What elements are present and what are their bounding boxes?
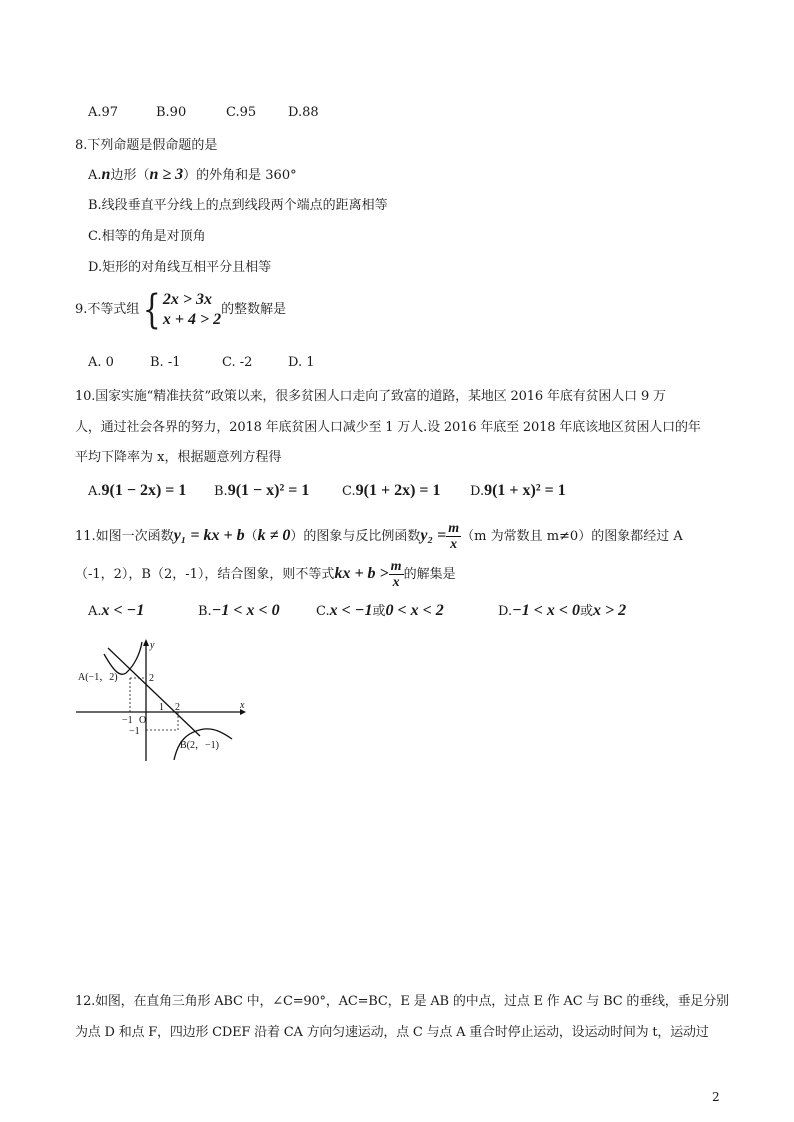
q9-row1: 2x > 3x <box>162 290 212 308</box>
label-y-axis: y <box>150 640 155 651</box>
q11-l2-b: 的解集是 <box>403 567 456 582</box>
brace-icon: { <box>143 286 162 333</box>
q11-frac-num: m <box>448 521 460 536</box>
q10-a-eq: 9(1 − 2x) = 1 <box>101 482 187 499</box>
q8-a-prefix: A. <box>88 168 102 183</box>
q11-y1: y₁ = kx + b <box>173 527 245 544</box>
q9-option-d: D. 1 <box>288 355 315 370</box>
q11-l2-a: （-1，2），B（2，-1），结合图象，则不等式 <box>75 567 335 582</box>
q11-frac2-den: x <box>392 575 400 590</box>
q7-option-c: C.95 <box>226 105 257 120</box>
q10-b-eq: 9(1 − x)² = 1 <box>227 482 310 499</box>
page-number: 2 <box>712 1090 720 1104</box>
q10-c-label: C. <box>342 484 356 499</box>
q8-a-cond: n ≥ 3 <box>149 166 184 183</box>
q10-option-d <box>470 482 566 501</box>
q12-line2: 为点 D 和点 F，四边形 CDEF 沿着 CA 方向匀速运动，点 C 与点 A 重合时停止运动，设运动时间为 t，运动过 <box>75 1025 709 1040</box>
q11-l1-b: （ <box>244 529 258 544</box>
q11-option-d <box>498 602 626 621</box>
q11-l1-d: （m 为常数且 m≠0）的图象都经过 A <box>461 529 683 544</box>
q8-stem: 8.下列命题是假命题的是 <box>75 138 218 153</box>
label-x-axis: x <box>240 700 245 711</box>
q12-line1: 12.如图，在直角三角形 ABC 中，∠C=90°，AC=BC，E 是 AB 的中点，过点 E 作 AC 与 BC 的垂线，垂足分别 <box>75 994 729 1009</box>
q11-l1-c: ）的图象与反比例函数 <box>290 529 421 544</box>
q10-line1: 10.国家实施“精准扶贫”政策以来，很多贫困人口走向了致富的道路，某地区 2016 年底有贫困人口 9 万 <box>75 389 666 404</box>
label-point-b: B(2，−1) <box>180 740 219 751</box>
q11-frac-den: x <box>450 537 458 552</box>
q8-option-c: C.相等的角是对顶角 <box>88 229 206 244</box>
q8-a-n: n <box>101 166 111 183</box>
q11-y2: y₂ = <box>420 527 447 544</box>
label-xtick-1: 1 <box>159 702 164 713</box>
q11-line2 <box>75 556 456 593</box>
q11-c-expr2: 0 < x < 2 <box>385 602 444 619</box>
q8-option-a <box>88 166 297 185</box>
q10-d-eq: 9(1 + x)² = 1 <box>484 482 566 499</box>
q11-c-or: 或 <box>372 604 386 619</box>
q10-d-label: D. <box>470 484 485 499</box>
q9-option-b: B. -1 <box>150 355 181 370</box>
q11-option-b <box>198 602 280 621</box>
q8-a-mid: 边形（ <box>110 168 150 183</box>
q11-c-expr1: x < −1 <box>329 602 373 619</box>
q11-d-label: D. <box>498 604 513 619</box>
q9-stem-pre: 9.不等式组 <box>75 302 140 317</box>
q11-d-or: 或 <box>580 604 594 619</box>
q10-line3: 平均下降率为 x，根据题意列方程得 <box>75 450 282 465</box>
q10-option-b <box>214 482 309 501</box>
q11-b-label: B. <box>198 604 212 619</box>
label-ytick-neg1: −1 <box>129 726 140 737</box>
q11-c-label: C. <box>316 604 330 619</box>
q10-line2: 人，通过社会各界的努力，2018 年底贫困人口减少至 1 万人.设 2016 年底至 2018 年底该地区贫困人口的年 <box>75 420 701 435</box>
q9-system <box>139 286 222 333</box>
q11-frac2 <box>389 559 404 590</box>
q11-k-cond: k ≠ 0 <box>257 527 291 544</box>
q8-option-b: B.线段垂直平分线上的点到线段两个端点的距离相等 <box>88 198 388 213</box>
q9-row2: x + 4 > 2 <box>162 310 222 328</box>
q11-option-c <box>316 602 444 621</box>
q8-a-end: ）的外角和是 360° <box>183 168 297 183</box>
q7-option-b: B.90 <box>156 105 187 120</box>
hyperbola-branch-left <box>104 642 142 674</box>
label-ytick-2: 2 <box>149 673 154 684</box>
q11-graph <box>74 636 254 766</box>
q11-frac <box>446 521 461 552</box>
q10-option-a <box>88 482 186 501</box>
q11-line1 <box>75 518 683 555</box>
y-axis-arrow-icon <box>143 639 149 646</box>
q11-l1-a: 11.如图一次函数 <box>75 529 174 544</box>
q11-a-label: A. <box>88 604 102 619</box>
label-xtick-2: 2 <box>175 702 180 713</box>
q7-option-a: A.97 <box>88 105 119 120</box>
q11-option-a <box>88 602 144 621</box>
q10-c-eq: 9(1 + 2x) = 1 <box>355 482 441 499</box>
q7-option-d: D.88 <box>288 105 319 120</box>
label-xtick-neg1: −1 <box>122 715 133 726</box>
q10-option-c <box>342 482 441 501</box>
q11-d-expr1: −1 < x < 0 <box>512 602 581 619</box>
q9-stem-post: 的整数解是 <box>221 302 287 317</box>
q11-frac2-num: m <box>390 559 402 574</box>
q11-b-expr: −1 < x < 0 <box>211 602 280 619</box>
label-origin: O <box>139 715 147 726</box>
label-point-a: A(−1，2) <box>78 672 118 683</box>
q11-d-expr2: x > 2 <box>593 602 627 619</box>
q11-ineq: kx + b > <box>334 565 389 582</box>
q8-option-d: D.矩形的对角线互相平分且相等 <box>88 260 272 275</box>
q9-option-a: A. 0 <box>88 355 114 370</box>
q11-a-expr: x < −1 <box>101 602 145 619</box>
q9-option-c: C. -2 <box>222 355 253 370</box>
q10-b-label: B. <box>214 484 228 499</box>
q9-stem <box>75 288 286 332</box>
q10-a-label: A. <box>88 484 102 499</box>
